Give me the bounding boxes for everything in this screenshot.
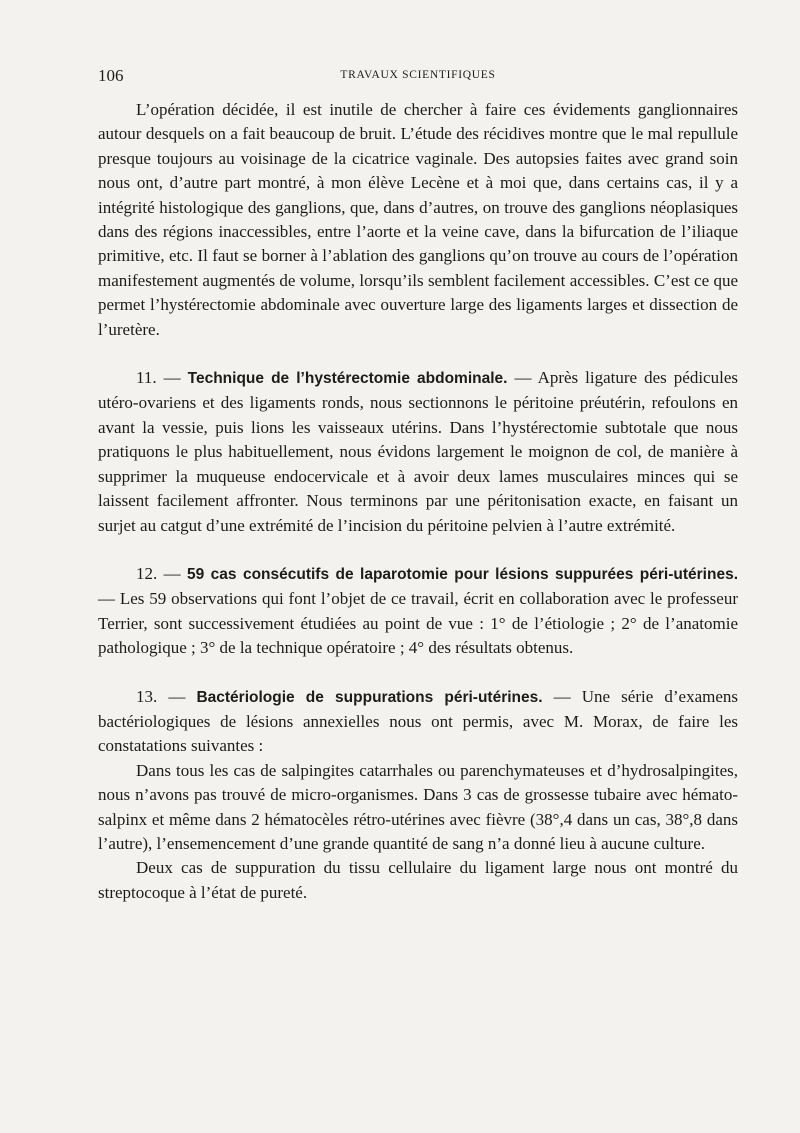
section-dash: — bbox=[507, 368, 538, 388]
section-12 bbox=[98, 562, 738, 661]
running-title: TRAVAUX SCIENTIFIQUES bbox=[340, 69, 496, 81]
page-header bbox=[98, 66, 738, 90]
section-text: Une série d’examens bactériologiques de lésions annexielles nous ont permis, avec M. Morax, de faire les constatations suivantes : bbox=[98, 686, 739, 756]
section-dash: — bbox=[98, 589, 120, 609]
section-number: 12. — bbox=[136, 563, 187, 583]
page-number: 106 bbox=[98, 66, 124, 85]
section-text: Après ligature des pédicules utéro-ovariens et des ligaments ronds, nous sectionnons le péritoine préutérin, refoulons en avant la vessie, puis lions les vaisseaux utérins. Dans l’hystérectomie subtotale que nous pratiquons le plus habituellement, nous évidons largement le moignon de col, de manière à supprimer la muqueuse endocervicale et à avoir deux lames musculaires minces qui se laissent facilement affronter. Nous terminons par une péritonisation exacte, en faisant un surjet au catgut d’une extrémité de l’incision du péritoine pelvien à l’autre extrémité. bbox=[98, 368, 738, 535]
section-number: 13. — bbox=[136, 686, 197, 706]
paragraph-streptocoque: Deux cas de suppuration du tissu cellulaire du ligament large nous ont montré du streptocoque à l’état de pureté. bbox=[98, 858, 738, 902]
paragraph-salpingites: Dans tous les cas de salpingites catarrhales ou parenchymateuses et d’hydrosalpingites, nous n’avons pas trouvé de micro-organismes. Dans 3 cas de grossesse tubaire avec hémato-salpinx et même dans 2 hématocèles rétro-utérines avec fièvre (38°,4 dans un cas, 38°,8 dans l’autre), l’ensemencement d’une grande quantité de sang n’a donné lieu à aucune culture. bbox=[98, 760, 738, 853]
section-heading: Technique de l’hystérectomie abdominale. bbox=[187, 370, 508, 388]
body-text bbox=[98, 98, 738, 905]
section-text: Les 59 observations qui font l’objet de ce travail, écrit en collaboration avec le professeur Terrier, sont successivement étudiées au point de vue : 1° de l’étiologie ; 2° de l’anatomie pathologique ; 3° de la technique opératoire ; 4° des résultats obtenus. bbox=[98, 589, 738, 658]
section-dash: — bbox=[542, 686, 582, 706]
section-heading: Bactériologie de suppurations péri-utérines. bbox=[196, 688, 543, 706]
section-13 bbox=[98, 685, 738, 759]
section-heading: 59 cas consécutifs de laparotomie pour lésions suppurées péri-utérines. bbox=[187, 565, 739, 583]
section-number: 11. — bbox=[136, 368, 188, 388]
section-11 bbox=[98, 366, 738, 538]
paragraph-ganglion-removal: L’opération décidée, il est inutile de chercher à faire ces évidements ganglionnaires autour desquels on a fait beaucoup de bruit. L’étude des récidives montre que le mal repullule presque toujours au voisinage de la cicatrice vaginale. Des autopsies faites avec grand soin nous ont, d’autre part montré, à mon élève Lecène et à moi que, dans certains cas, il y a intégrité histologique des ganglions, que, dans d’autres, on trouve des ganglions néoplasiques dans des régions inaccessibles, entre l’aorte et la veine cave, dans la bifurcation de l’iliaque primitive, etc. Il faut se borner à l’ablation des ganglions qu’on trouve au cours de l’opération manifestement augmentés de volume, lorsqu’ils semblent facilement accessibles. C’est ce que permet l’hystérectomie abdominale avec ouverture large des ligaments larges et dissection de l’uretère. bbox=[98, 100, 738, 339]
